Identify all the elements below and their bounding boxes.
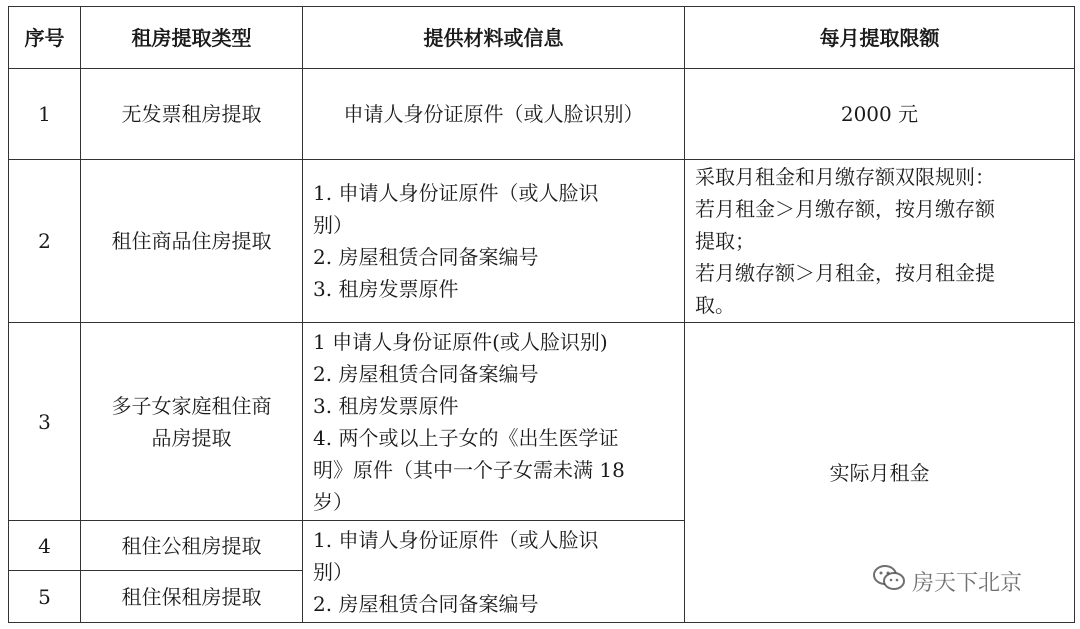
row-type: 租住商品住房提取 bbox=[81, 160, 303, 323]
header-no: 序号 bbox=[9, 7, 81, 69]
row-limit bbox=[685, 160, 1075, 323]
merged-materials bbox=[303, 521, 685, 623]
row-type: 无发票租房提取 bbox=[81, 69, 303, 160]
material-line: 1. 申请人身份证原件（或人脸识 bbox=[313, 527, 599, 552]
limit-line: 采取月租金和月缴存额双限规则： bbox=[695, 165, 995, 189]
table-row bbox=[9, 323, 1075, 521]
row-materials: 申请人身份证原件（或人脸识别） bbox=[303, 69, 685, 160]
table-row bbox=[9, 160, 1075, 323]
limit-line: 若月租金＞月缴存额，按月缴存额 bbox=[695, 197, 995, 221]
row-no: 4 bbox=[9, 521, 81, 571]
header-limit: 每月提取限额 bbox=[685, 7, 1075, 69]
row-type: 租住公租房提取 bbox=[81, 521, 303, 571]
row-limit: 2000 元 bbox=[685, 69, 1075, 160]
material-line: 2. 房屋租赁合同备案编号 bbox=[313, 361, 539, 386]
row-type bbox=[81, 323, 303, 521]
material-line: 3. 租房发票原件 bbox=[313, 277, 459, 301]
rent-withdrawal-table bbox=[8, 6, 1075, 623]
limit-line: 取。 bbox=[695, 293, 735, 317]
material-line: 岁） bbox=[313, 489, 353, 514]
limit-line: 提取； bbox=[695, 229, 755, 253]
watermark-text: 房天下北京 bbox=[912, 570, 1023, 596]
material-line: 1. 申请人身份证原件（或人脸识 bbox=[313, 181, 599, 205]
row-no: 3 bbox=[9, 323, 81, 521]
watermark bbox=[872, 563, 1022, 599]
material-line: 别） bbox=[313, 559, 353, 584]
type-line: 多子女家庭租住商 bbox=[111, 393, 272, 418]
table-header-row bbox=[9, 7, 1075, 69]
row-materials bbox=[303, 323, 685, 521]
wechat-icon bbox=[872, 563, 906, 599]
row-no: 5 bbox=[9, 571, 81, 623]
limit-line: 若月缴存额＞月租金，按月租金提 bbox=[695, 261, 995, 285]
header-materials: 提供材料或信息 bbox=[303, 7, 685, 69]
row-materials bbox=[303, 160, 685, 323]
material-line: 明》原件（其中一个子女需未满 18 bbox=[313, 457, 625, 482]
material-line: 2. 房屋租赁合同备案编号 bbox=[313, 591, 539, 616]
type-line: 品房提取 bbox=[151, 425, 232, 450]
material-line: 2. 房屋租赁合同备案编号 bbox=[313, 245, 539, 269]
material-line: 别） bbox=[313, 213, 353, 237]
row-type: 租住保租房提取 bbox=[81, 571, 303, 623]
row-no: 2 bbox=[9, 160, 81, 323]
material-line: 4. 两个或以上子女的《出生医学证 bbox=[313, 425, 619, 450]
material-line: 3. 租房发票原件 bbox=[313, 393, 459, 418]
material-line: 1 申请人身份证原件(或人脸识别) bbox=[313, 329, 608, 354]
header-type: 租房提取类型 bbox=[81, 7, 303, 69]
row-no: 1 bbox=[9, 69, 81, 160]
merged-limit: 实际月租金 bbox=[685, 323, 1075, 623]
table-row bbox=[9, 69, 1075, 160]
